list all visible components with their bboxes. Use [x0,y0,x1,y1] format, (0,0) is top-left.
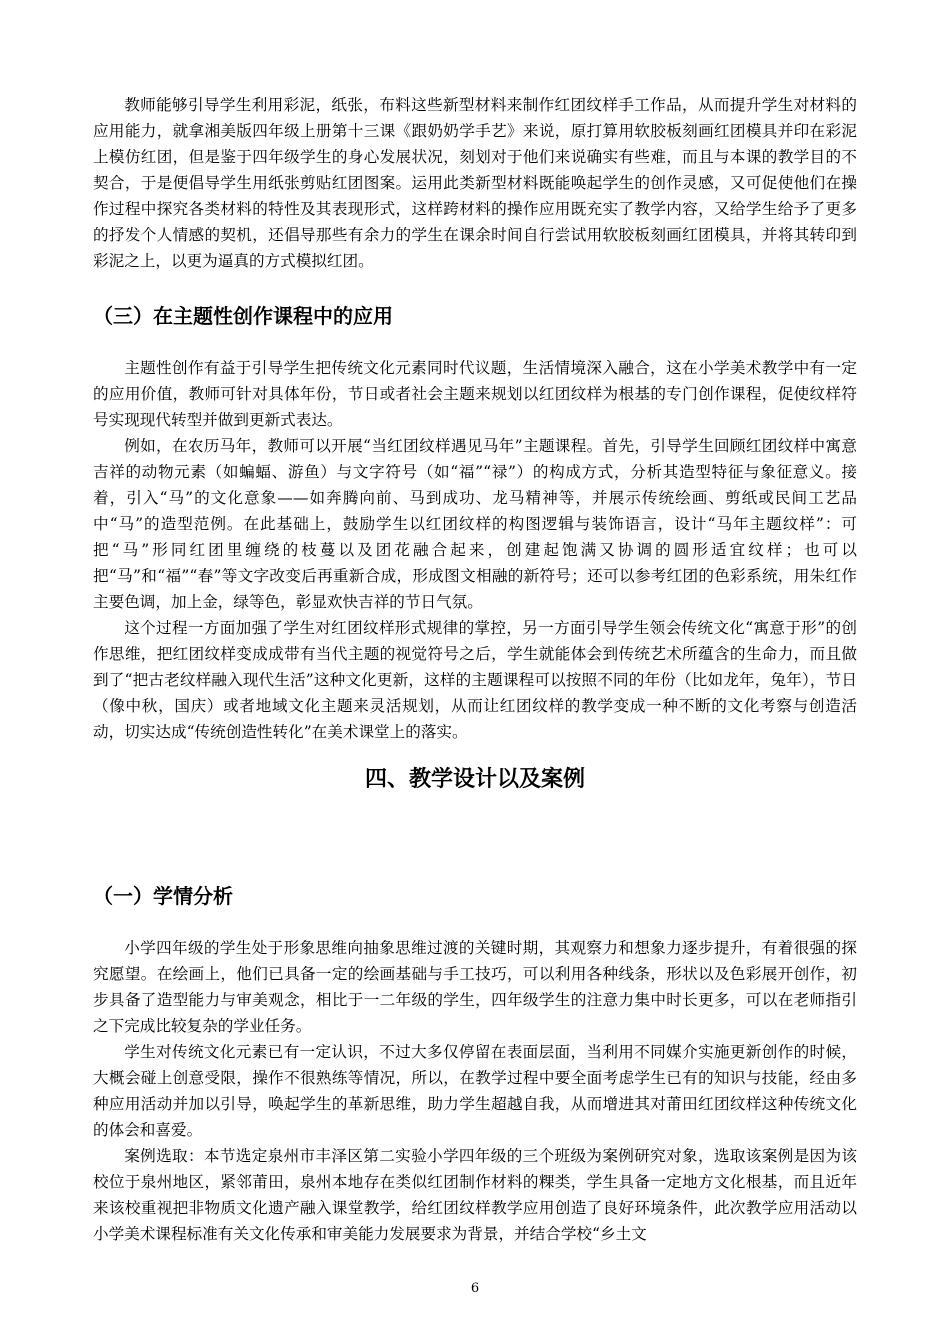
subsection-heading-1 [93,882,857,910]
page-number: 6 [470,1281,480,1296]
body-paragraph: 案例选取：本节选定泉州市丰泽区第二实验小学四年级的三个班级为案例研究对象，选取该案例是因为该校位于泉州地区，紧邻莆田，泉州本地存在类似红团制作材料的粿类，学生具备一定地方文化根基，而且近年来该校重视把非物质文化遗产融入课堂教学，给红团纹样教学应用创造了良好环境条件，此次教学应用活动以小学美术课程标准有关文化传承和审美能力发展要求为背景，并结合学校“乡土文 [93,1147,857,1243]
chapter-heading [93,765,857,795]
section-title: （三）在主题性创作课程中的应用 [93,304,393,328]
body-paragraph: 教师能够引导学生利用彩泥，纸张，布料这些新型材料来制作红团纹样手工作品，从而提升学生对材料的应用能力，就拿湘美版四年级上册第十三课《跟奶奶学手艺》来说，原打算用软胶板刻画红团模具并印在彩泥上模仿红团，但是鉴于四年级学生的身心发展状况，刻划对于他们来说确实有些难，而且与本课的教学目的不契合，于是便倡导学生用纸张剪贴红团图案。运用此类新型材料既能唤起学生的创作灵感，又可促使他们在操作过程中探究各类材料的特性及其表现形式，这样跨材料的操作应用既充实了教学内容，又给学生给予了更多的抒发个人情感的契机，还倡导那些有余力的学生在课余时间自行尝试用软胶板刻画红团模具，并将其转印到彩泥之上，以更为逼真的方式模拟红团。 [93,96,857,270]
body-paragraph: 例如，在农历马年，教师可以开展“当红团纹样遇见马年”主题课程。首先，引导学生回顾红团纹样中寓意吉祥的动物元素（如蝙蝠、游鱼）与文字符号（如“福”“禄”）的构成方式，分析其造型特征与象征意义。接着，引入“马”的文化意象——如奔腾向前、马到成功、龙马精神等，并展示传统绘画、剪纸或民间工艺品中“马”的造型范例。在此基础上，鼓励学生以红团纹样的构图逻辑与装饰语言，设计“马年主题纹样”：可把“马”形同红团里缠绕的枝蔓以及团花融合起来，创建起饱满又协调的圆形适宜纹样；也可以把“马”和“福”“春”等文字改变后再重新合成，形成图文相融的新符号；还可以参考红团的色彩系统，用朱红作主要色调，加上金，绿等色，彰显欢快吉祥的节日气氛。 [93,437,857,611]
body-paragraph: 小学四年级的学生处于形象思维向抽象思维过渡的关键时期，其观察力和想象力逐步提升，有着很强的探究愿望。在绘画上，他们已具备一定的绘画基础与手工技巧，可以利用各种线条，形状以及色彩展开创作，初步具备了造型能力与审美观念，相比于一二年级的学生，四年级学生的注意力集中时长更多，可以在老师指引之下完成比较复杂的学业任务。 [93,939,857,1035]
learning-analysis-body [93,935,857,1247]
section-title: （一）学情分析 [93,884,233,908]
body-paragraph: 主题性创作有益于引导学生把传统文化元素同时代议题，生活情境深入融合，这在小学美术教学中有一定的应用价值，教师可针对具体年份，节日或者社会主题来规划以红团纹样为根基的专门创作课程，促使纹样符号实现现代转型并做到更新式表达。 [93,359,857,429]
body-paragraph: 学生对传统文化元素已有一定认识，不过大多仅停留在表面层面，当利用不同媒介实施更新创作的时候，大概会碰上创意受限，操作不很熟练等情况，所以，在教学过程中要全面考虑学生已有的知识与技能，经由多种应用活动并加以引导，唤起学生的革新思维，助力学生超越自我，从而增进其对莆田红团纹样这种传统文化的体会和喜爱。 [93,1043,857,1139]
body-paragraph: 这个过程一方面加强了学生对红团纹样形式规律的掌控，另一方面引导学生领会传统文化“寓意于形”的创作思维，把红团纹样变成成带有当代主题的视觉符号之后，学生就能体会到传统艺术所蕴含的生命力，而且做到了“把古老纹样融入现代生活”这种文化更新，这样的主题课程可以按照不同的年份（比如龙年，兔年），节日（像中秋，国庆）或者地域文化主题来灵活规划，从而让红团纹样的教学变成一种不断的文化考察与创造活动，切实达成“传统创造性转化”在美术课堂上的落实。 [93,619,857,741]
chapter-title: 四、教学设计以及案例 [364,767,585,792]
section-heading-3 [93,302,857,330]
section-3-body [93,355,857,745]
paragraph-materials [93,92,857,274]
